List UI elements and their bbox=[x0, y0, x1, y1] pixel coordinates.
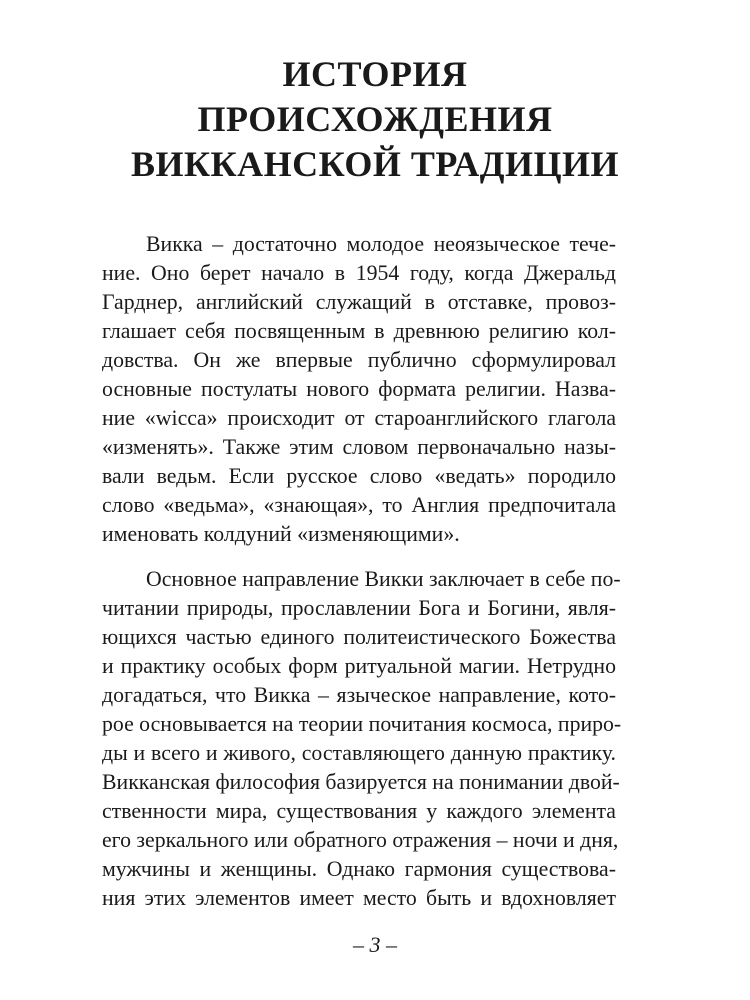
paragraph-1 bbox=[102, 230, 616, 549]
text-line: догадаться, что Викка – языческое направление, кото- bbox=[102, 683, 616, 707]
title-line: ВИККАНСКОЙ ТРАДИЦИИ bbox=[130, 144, 620, 184]
text-line: Основное направление Викки заключает в себе по- bbox=[146, 567, 621, 591]
text-line: мужчины и женщины. Однако гармония существова- bbox=[102, 857, 616, 881]
text-line: ющихся частью единого политеистического Божества bbox=[102, 625, 616, 649]
text-line: именовать колдуний «изменяющими». bbox=[102, 522, 460, 546]
text-line: довства. Он же впервые публично сформулировал bbox=[102, 348, 616, 372]
text-line: слово «ведьма», «знающая», то Англия предпочитала bbox=[102, 493, 616, 517]
text-line: и практику особых форм ритуальной магии. Нетрудно bbox=[102, 654, 616, 678]
paragraph-2 bbox=[102, 565, 622, 913]
chapter-title bbox=[60, 52, 690, 187]
text-line: основные постулаты нового формата религии. Назва- bbox=[102, 377, 616, 401]
text-line: ние. Оно берет начало в 1954 году, когда Джеральд bbox=[102, 261, 616, 285]
title-line: ПРОИСХОЖДЕНИЯ bbox=[197, 99, 553, 139]
text-line: вали ведьм. Если русское слово «ведать» породило bbox=[102, 464, 616, 488]
text-line: глашает себя посвященным в древнюю религию кол- bbox=[102, 319, 616, 343]
text-line: ды и всего и живого, составляющего данную практику. bbox=[102, 741, 616, 765]
text-line: рое основывается на теории почитания космоса, приро- bbox=[102, 712, 622, 736]
text-line: читании природы, прославлении Бога и Богини, явля- bbox=[102, 596, 616, 620]
text-line: Викка – достаточно молодое неоязыческое тече- bbox=[146, 232, 616, 256]
text-line: ния этих элементов имеет место быть и вдохновляет bbox=[102, 886, 616, 910]
text-line: ственности мира, существования у каждого элемента bbox=[102, 799, 616, 823]
text-line: его зеркального или обратного отражения – ночи и дня, bbox=[102, 828, 619, 852]
text-line: Викканская философия базируется на понимании двой- bbox=[102, 770, 620, 794]
text-line: ние «wicca» происходит от староанглийского глагола bbox=[102, 406, 616, 430]
text-line: Гарднер, английский служащий в отставке, провоз- bbox=[102, 290, 616, 314]
body-text bbox=[102, 230, 622, 913]
text-line: «изменять». Также этим словом первоначально назы- bbox=[102, 435, 616, 459]
title-line: ИСТОРИЯ bbox=[282, 54, 468, 94]
page-number: – 3 – bbox=[353, 932, 397, 957]
